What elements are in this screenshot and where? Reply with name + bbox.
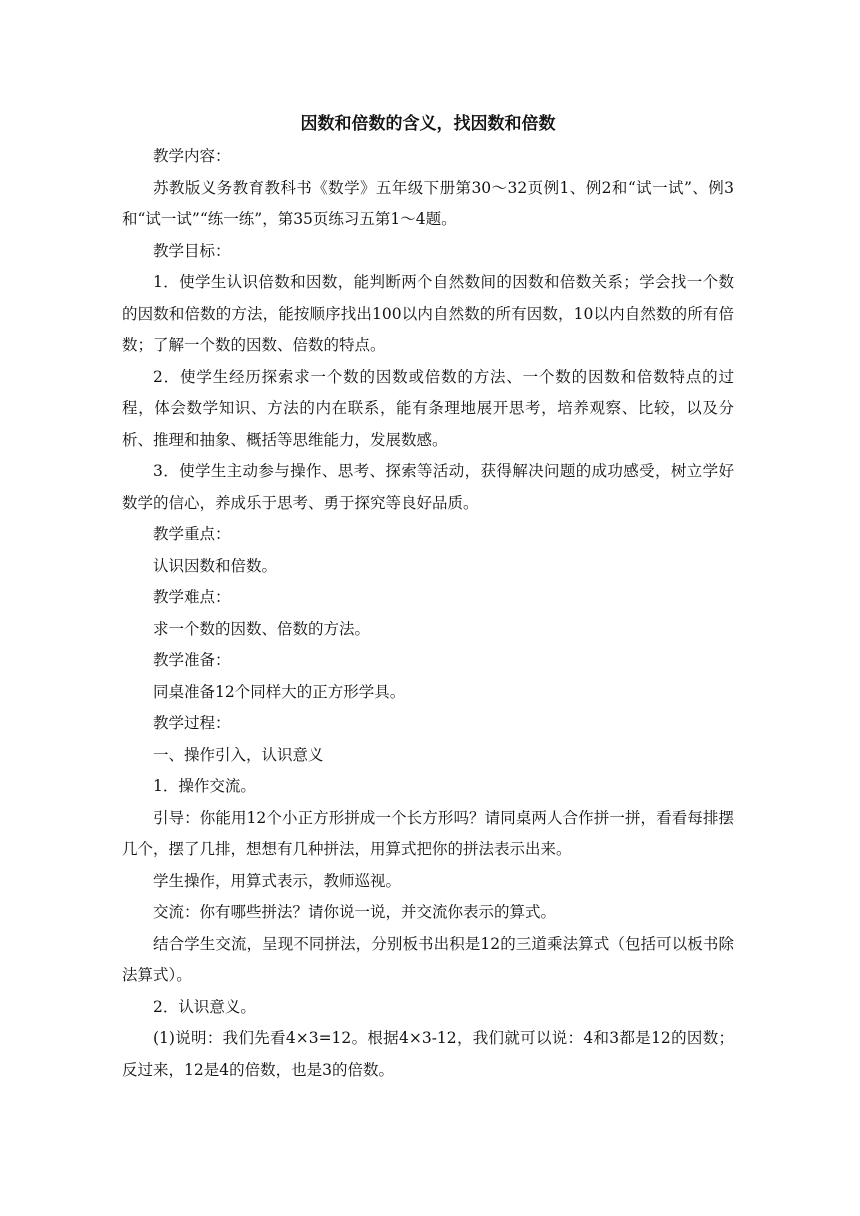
heading-process: 教学过程： xyxy=(153,714,231,732)
objective-3: 3．使学生主动参与操作、思考、探索等活动，获得解决问题的成功感受，树立学好数学的信心，养成乐于思考、勇于探究等良好品质。 xyxy=(122,462,734,512)
document-page xyxy=(122,108,734,1086)
difficulty-text: 求一个数的因数、倍数的方法。 xyxy=(153,619,371,638)
exchange-paragraph: 交流：你有哪些拼法？请你说一说，并交流你表示的算式。 xyxy=(153,903,557,921)
heading-content: 教学内容： xyxy=(153,147,231,165)
explanation-paragraph: (1)说明：我们先看4×3=12。根据4×3-12，我们就可以说：4和3都是12的因数；反过来，12是4的倍数，也是3的倍数。 xyxy=(122,1029,734,1079)
heading-objectives: 教学目标： xyxy=(153,241,231,260)
student-operation: 学生操作，用算式表示，教师巡视。 xyxy=(153,871,402,890)
guide-paragraph: 引导：你能用12个小正方形拼成一个长方形吗？请同桌两人合作拼一拼，看看每排摆几个，摆了几排，想想有几种拼法，用算式把你的拼法表示出来。 xyxy=(122,808,734,858)
objective-1: 1．使学生认识倍数和因数，能判断两个自然数间的因数和倍数关系；学会找一个数的因数和倍数的方法，能按顺序找出100以内自然数的所有因数，10以内自然数的所有倍数；了解一个数的因数、倍数的特点。 xyxy=(122,273,734,354)
objective-2: 2．使学生经历探索求一个数的因数或倍数的方法、一个数的因数和倍数特点的过程，体会数学知识、方法的内在联系，能有条理地展开思考，培养观察、比较，以及分析、推理和抽象、概括等思维能力，发展数感。 xyxy=(122,367,734,449)
heading-key-point: 教学重点： xyxy=(153,525,231,543)
heading-difficulty: 教学难点： xyxy=(153,588,231,606)
step-2-heading: 2．认识意义。 xyxy=(153,997,256,1016)
content-paragraph: 苏教版义务教育教科书《数学》五年级下册第30～32页例1、例2和“试一试”、例3和“试一试”“练一练”，第35页练习五第1～4题。 xyxy=(122,178,734,228)
step-1-heading: 1．操作交流。 xyxy=(153,777,256,795)
document-title: 因数和倍数的含义，找因数和倍数 xyxy=(300,114,556,134)
section-1-heading: 一、操作引入，认识意义 xyxy=(153,745,324,764)
heading-preparation: 教学准备： xyxy=(153,651,231,669)
board-paragraph: 结合学生交流，呈现不同拼法，分别板书出积是12的三道乘法算式（包括可以板书除法算式）。 xyxy=(122,934,734,984)
preparation-text: 同桌准备12个同样大的正方形学具。 xyxy=(153,682,406,701)
key-point-text: 认识因数和倍数。 xyxy=(153,556,278,575)
